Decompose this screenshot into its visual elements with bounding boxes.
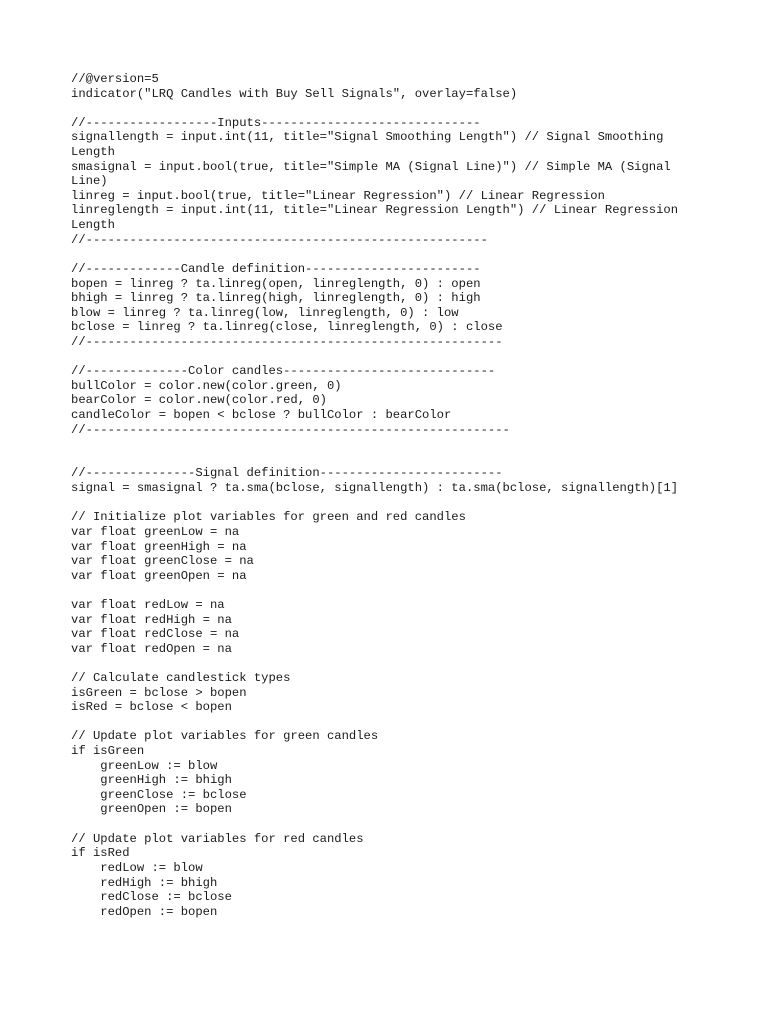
code-line: var float redClose = na [71,627,240,642]
code-line: redOpen := bopen [71,904,218,919]
code-line: //---------------------------------------------------------- [71,422,510,437]
code-line: var float greenLow = na [71,524,240,539]
code-line: Line) [71,174,108,189]
code-line: //--------------------------------------------------------- [71,334,503,349]
code-line [71,350,711,365]
code-line: Length [71,145,115,160]
code-line: greenOpen := bopen [71,802,232,817]
code-line: if isGreen [71,744,145,759]
code-line: //------------------Inputs------------------------------ [71,115,481,130]
code-line [71,583,711,598]
code-line: var float redHigh = na [71,612,232,627]
code-line: signal = smasignal ? ta.sma(bclose, signallength) : ta.sma(bclose, signallength)[1] [71,481,679,496]
code-line [71,496,711,511]
code-line: linreglength = input.int(11, title="Linear Regression Length") // Linear Regression [71,203,679,218]
code-line: //------------------------------------------------------- [71,232,488,247]
code-line: isRed = bclose < bopen [71,700,232,715]
code-line: blow = linreg ? ta.linreg(low, linreglength, 0) : low [71,305,459,320]
code-line: var float greenOpen = na [71,568,247,583]
code-line [71,437,711,452]
code-line: isGreen = bclose > bopen [71,685,247,700]
code-line: if isRed [71,846,130,861]
code-line: Length [71,218,115,233]
code-line: // Update plot variables for green candles [71,729,379,744]
code-line: var float redOpen = na [71,641,232,656]
code-line: linreg = input.bool(true, title="Linear Regression") // Linear Regression [71,188,605,203]
code-line: var float redLow = na [71,597,225,612]
code-line: //-------------Candle definition------------------------ [71,261,481,276]
code-line: bclose = linreg ? ta.linreg(close, linreglength, 0) : close [71,320,503,335]
code-line: signallength = input.int(11, title="Signal Smoothing Length") // Signal Smoothing [71,130,664,145]
code-line [71,247,711,262]
code-line: greenClose := bclose [71,787,247,802]
code-line: //@version=5 [71,72,159,86]
code-line: candleColor = bopen < bclose ? bullColor : bearColor [71,408,452,423]
code-line: bopen = linreg ? ta.linreg(open, linreglength, 0) : open [71,276,481,291]
code-line: redClose := bclose [71,890,232,905]
code-line: indicator("LRQ Candles with Buy Sell Signals", overlay=false) [71,86,518,101]
code-line [71,817,711,832]
code-line [71,656,711,671]
code-line: greenHigh := bhigh [71,773,232,788]
code-block [71,72,711,919]
code-line: bullColor = color.new(color.green, 0) [71,378,342,393]
code-line: var float greenClose = na [71,554,254,569]
code-line [71,452,711,467]
code-line: redHigh := bhigh [71,875,218,890]
code-line: //---------------Signal definition------------------------- [71,466,503,481]
code-line [71,715,711,730]
code-line: // Initialize plot variables for green and red candles [71,510,466,525]
code-line: bhigh = linreg ? ta.linreg(high, linreglength, 0) : high [71,291,481,306]
code-line: redLow := blow [71,860,203,875]
code-line: smasignal = input.bool(true, title="Simple MA (Signal Line)") // Simple MA (Signal [71,159,671,174]
code-line: // Update plot variables for red candles [71,831,364,846]
code-line: //--------------Color candles----------------------------- [71,364,496,379]
code-line [71,101,711,116]
code-line: greenLow := blow [71,758,218,773]
code-line: // Calculate candlestick types [71,670,291,685]
code-line: var float greenHigh = na [71,539,247,554]
code-line: bearColor = color.new(color.red, 0) [71,393,327,408]
